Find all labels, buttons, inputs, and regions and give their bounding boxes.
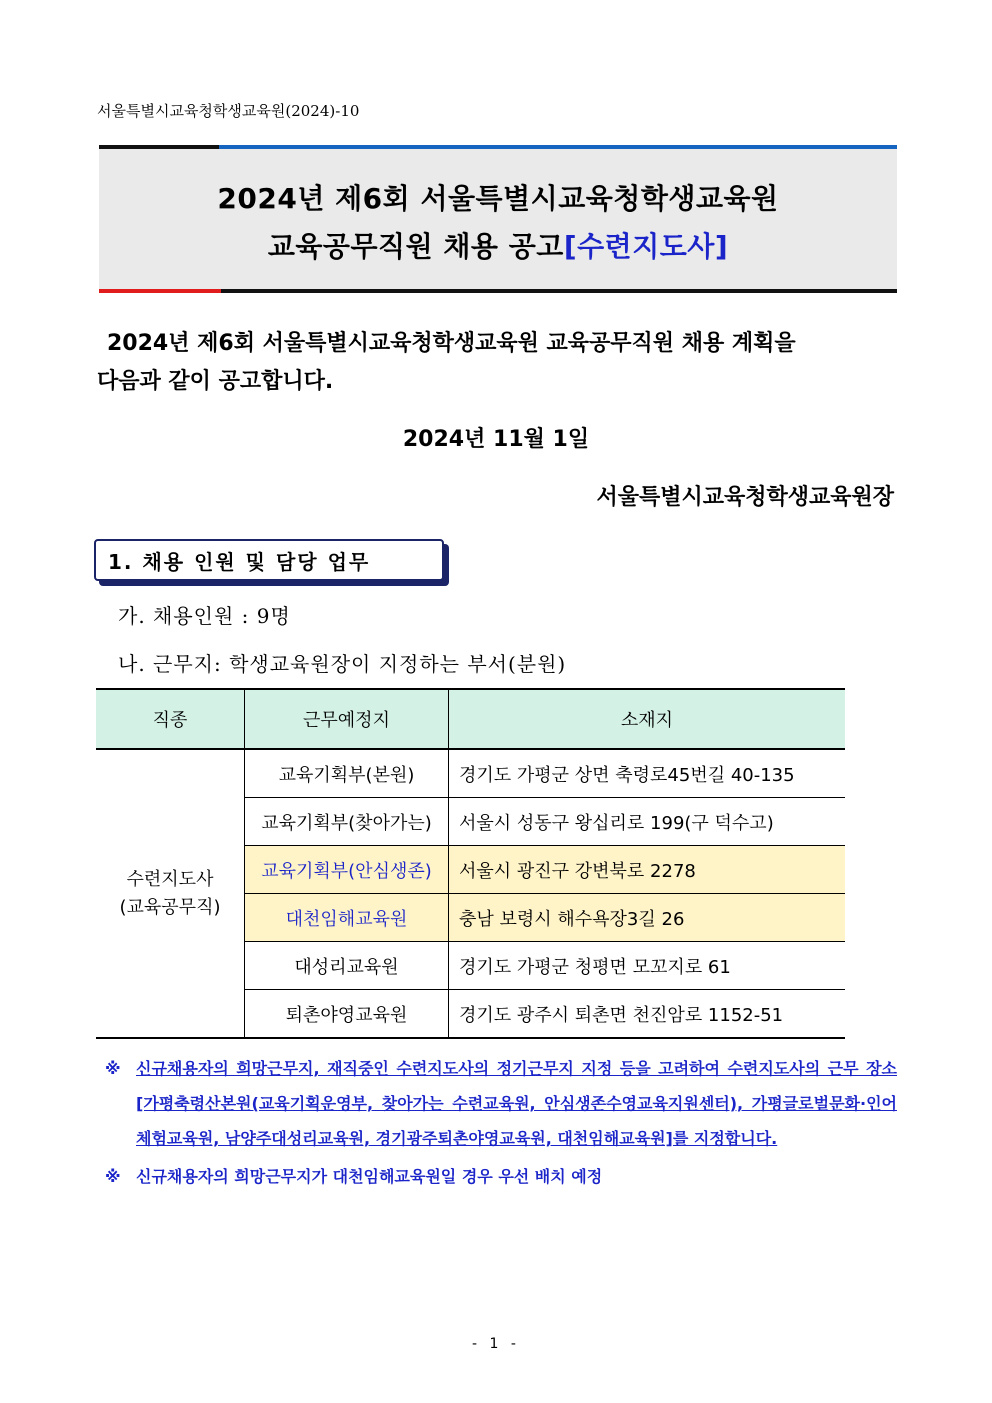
reference-mark: ※ bbox=[105, 1167, 121, 1186]
document-number: 서울특별시교육청학생교육원(2024)-10 bbox=[97, 102, 360, 120]
address-cell: 서울시 광진구 강변북로 2278 bbox=[449, 846, 846, 894]
header-workplace: 근무예정지 bbox=[245, 689, 449, 749]
title-top-bar bbox=[99, 145, 897, 149]
title-line-2 bbox=[99, 225, 897, 265]
job-type-cell bbox=[96, 749, 245, 1038]
title-main: 교육공무직원 채용 공고 bbox=[267, 230, 564, 263]
intro-paragraph bbox=[97, 325, 897, 401]
title-box bbox=[99, 145, 897, 293]
table-row bbox=[96, 749, 845, 798]
workplace-cell: 교육기획부(찾아가는) bbox=[245, 798, 449, 846]
item-workplace: 나. 근무지: 학생교육원장이 지정하는 부서(분원) bbox=[118, 652, 567, 676]
reference-mark: ※ bbox=[105, 1059, 121, 1078]
title-line-1: 2024년 제6회 서울특별시교육청학생교육원 bbox=[217, 182, 779, 215]
header-address: 소재지 bbox=[449, 689, 846, 749]
address-cell: 충남 보령시 해수욕장3길 26 bbox=[449, 894, 846, 942]
address-cell: 경기도 가평군 상면 축령로45번길 40-135 bbox=[449, 749, 846, 798]
note-2 bbox=[105, 1159, 897, 1194]
intro-line-2: 다음과 같이 공고합니다. bbox=[97, 369, 334, 394]
note-1 bbox=[105, 1051, 897, 1156]
address-cell: 서울시 성동구 왕십리로 199(구 덕수고) bbox=[449, 798, 846, 846]
address-cell: 경기도 가평군 청평면 모꼬지로 61 bbox=[449, 942, 846, 990]
announcement-date: 2024년 11월 1일 bbox=[402, 427, 590, 452]
title-bottom-bar bbox=[99, 289, 897, 293]
workplace-cell: 대천임해교육원 bbox=[245, 894, 449, 942]
issuer: 서울특별시교육청학생교육원장 bbox=[596, 485, 894, 510]
workplace-cell: 퇴촌야영교육원 bbox=[245, 990, 449, 1039]
table-header-row bbox=[96, 689, 845, 749]
address-cell: 경기도 광주시 퇴촌면 천진암로 1152-51 bbox=[449, 990, 846, 1039]
intro-line-1: 2024년 제6회 서울특별시교육청학생교육원 교육공무직원 채용 계획을 bbox=[107, 331, 796, 356]
page-number: - 1 - bbox=[472, 1336, 520, 1352]
section-1-heading-text: 1. 채용 인원 및 담당 업무 bbox=[108, 550, 371, 574]
workplace-cell: 교육기획부(본원) bbox=[245, 749, 449, 798]
item-headcount: 가. 채용인원 : 9명 bbox=[118, 604, 291, 628]
workplace-cell: 교육기획부(안심생존) bbox=[245, 846, 449, 894]
note-2-text: 신규채용자의 희망근무지가 대천임해교육원일 경우 우선 배치 예정 bbox=[136, 1167, 603, 1186]
section-1-heading bbox=[94, 539, 444, 581]
title-accent: [수련지도사] bbox=[563, 230, 729, 263]
job-type-line-1: 수련지도사 bbox=[126, 868, 214, 890]
note-1-text: 신규채용자의 희망근무지, 재직중인 수련지도사의 정기근무지 지정 등을 고려하여 수련지도사의 근무 장소[가평축령산본원(교육기획운영부, 찾아가는 수련교육원, 안심생존수영교육지원센터), 가평글로벌문화·인어체험교육원, 남양주대성리교육원, 경기광주퇴촌야영교육원, 대천임해교육원]를 지정합니다. bbox=[136, 1059, 897, 1148]
header-job-type: 직종 bbox=[96, 689, 245, 749]
workplace-cell: 대성리교육원 bbox=[245, 942, 449, 990]
job-type-line-2: (교육공무직) bbox=[119, 896, 221, 918]
notes bbox=[105, 1051, 897, 1194]
workplace-table bbox=[96, 688, 845, 1039]
